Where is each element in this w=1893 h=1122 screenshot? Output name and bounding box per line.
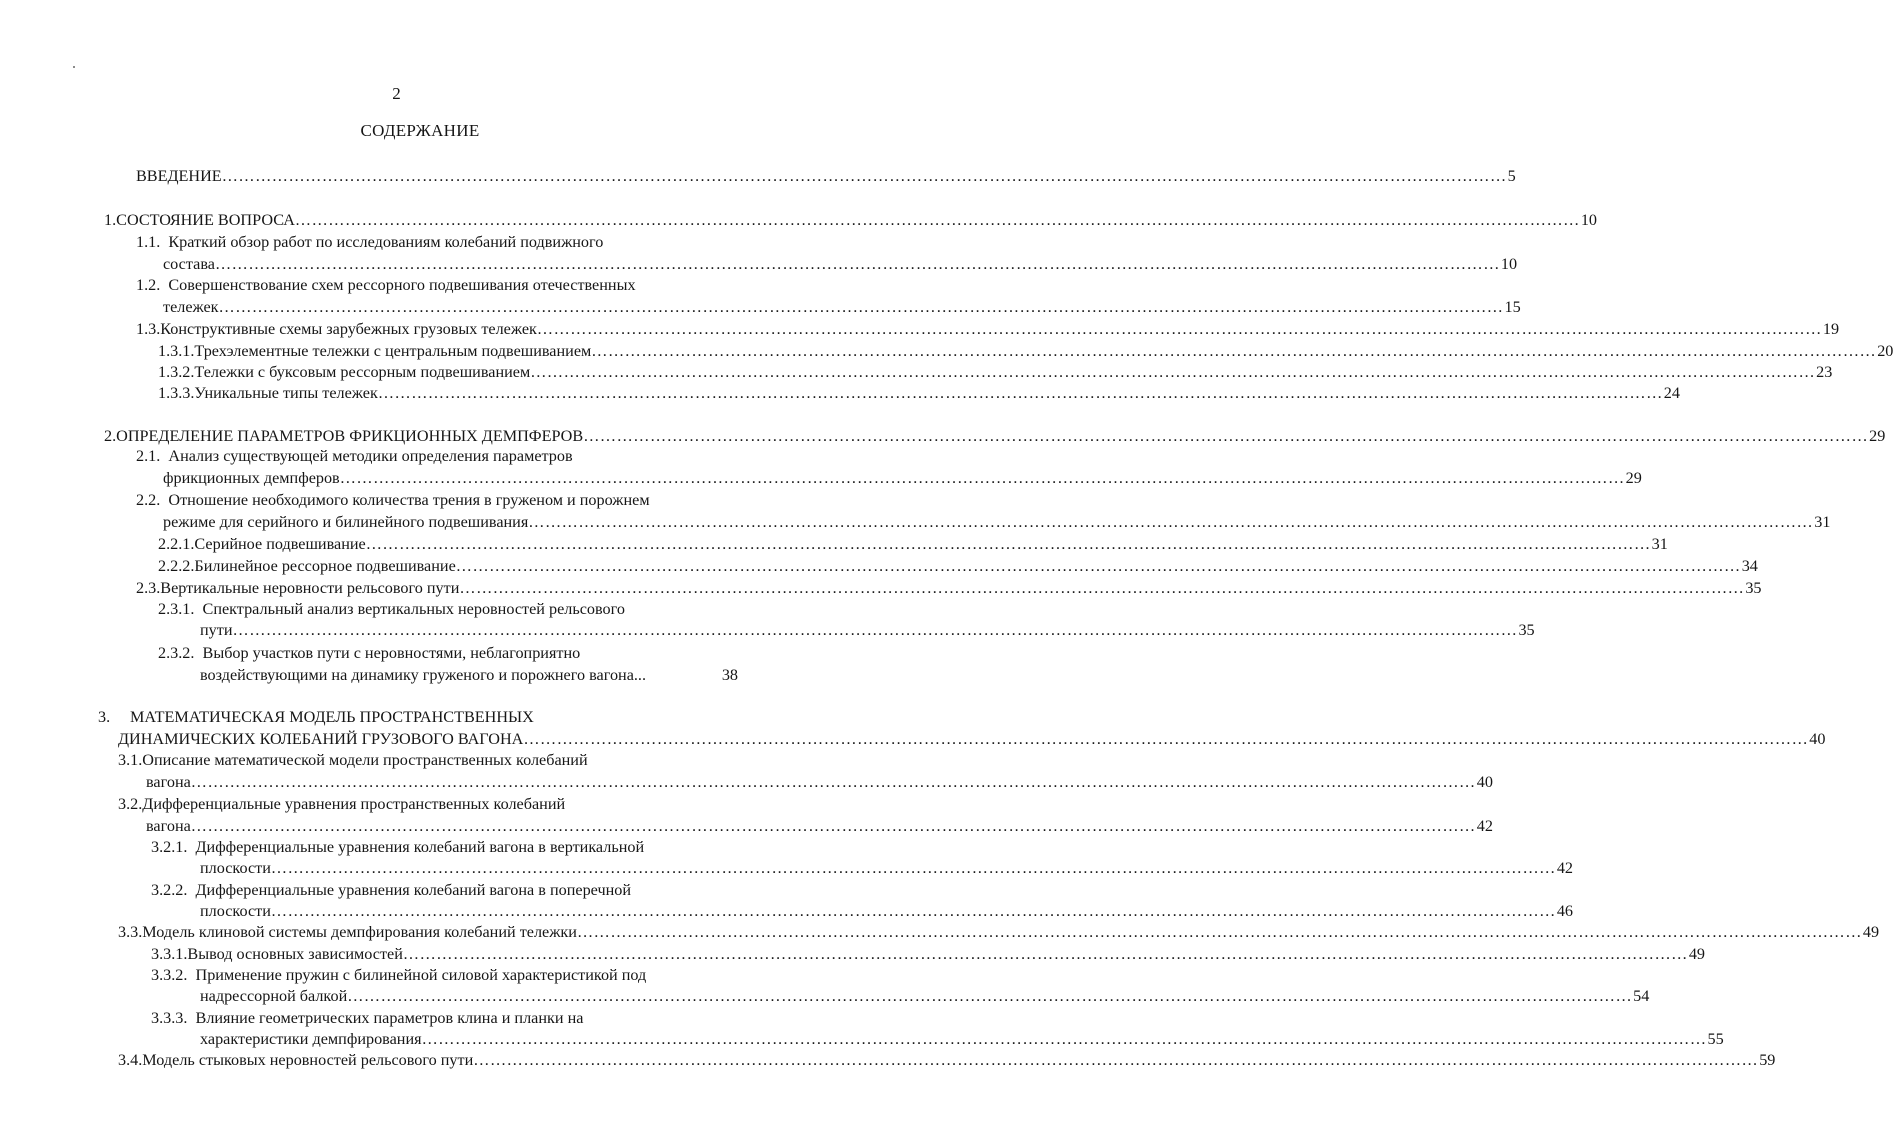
toc-entry-3-3-2-cont[interactable] (200, 985, 1650, 1007)
toc-page-number: 31 (1814, 513, 1831, 531)
toc-page-number: 24 (1663, 384, 1680, 402)
toc-page-number: 40 (1476, 773, 1493, 791)
leader-dots (378, 382, 1663, 404)
toc-entry-3-4[interactable] (118, 1049, 1776, 1071)
toc-entry-number: 1.3.1. (158, 342, 195, 360)
leader-dots (403, 943, 1688, 965)
toc-entry-1-2-cont[interactable] (163, 296, 1521, 318)
toc-entry-number: 2.1. (136, 447, 161, 465)
toc-page-number: 59 (1759, 1051, 1776, 1069)
toc-entry-3-1[interactable] (118, 749, 588, 771)
leader-dots (583, 425, 1868, 447)
toc-entry-2-2-2[interactable] (158, 555, 1758, 577)
toc-entry-number: 3. (98, 708, 111, 726)
toc-entry-text: Уникальные типы тележек (194, 384, 378, 402)
toc-entry-text: Трехэлементные тележки с центральным подвешиванием (194, 342, 592, 360)
toc-entry-number: 2.2.2. (158, 557, 195, 575)
leader-dots (456, 555, 1741, 577)
toc-entry-text: ОПРЕДЕЛЕНИЕ ПАРАМЕТРОВ ФРИКЦИОННЫХ ДЕМПФЕРОВ (116, 427, 584, 445)
toc-entry-3-3-1[interactable] (151, 943, 1706, 965)
toc-entry-number: 3.3.2. (151, 966, 188, 984)
toc-entry-text: Описание математической модели пространственных колебаний (142, 751, 588, 769)
toc-entry-text: Конструктивные схемы зарубежных грузовых тележек (160, 320, 537, 338)
toc-entry-text-cont: состава (163, 255, 215, 273)
toc-entry-text: Краткий обзор работ по исследованиям колебаний подвижного (168, 233, 604, 251)
toc-entry-text-cont: вагона (146, 817, 191, 835)
leader-dots (591, 340, 1876, 362)
toc-entry-2-2-1[interactable] (158, 533, 1668, 555)
toc-entry-number: 3.3.3. (151, 1009, 188, 1027)
toc-entry-text: Спектральный анализ вертикальных неровностей рельсового (202, 600, 625, 618)
toc-page-number: 49 (1862, 923, 1880, 941)
toc-page-number: 31 (1651, 535, 1668, 553)
toc-entry-3-2-2-cont[interactable] (200, 900, 1574, 922)
leader-dots (537, 318, 1822, 340)
toc-entry-number: 3.3.1. (151, 945, 188, 963)
leader-dots (473, 1049, 1758, 1071)
toc-entry-section-2[interactable] (104, 425, 1886, 447)
leader-dots (577, 921, 1862, 943)
toc-entry-text: Анализ существующей методики определения параметров (168, 447, 573, 465)
toc-entry-text-cont: плоскости (200, 902, 271, 920)
toc-page-number: 10 (1580, 211, 1598, 229)
toc-entry-3-3[interactable] (118, 921, 1880, 943)
toc-entry-3-1-cont[interactable] (146, 771, 1493, 793)
toc-entry-text: Дифференциальные уравнения пространственных колебаний (142, 795, 566, 813)
toc-entry-number: 2.3. (136, 579, 161, 597)
toc-entry-text: Влияние геометрических параметров клина и планки на (195, 1009, 584, 1027)
toc-entry-number: 2.3.1. (158, 600, 195, 618)
leader-dots (233, 619, 1518, 641)
toc-entry-text: Билинейное рессорное подвешивание (194, 557, 456, 575)
toc-entry-text: СОСТОЯНИЕ ВОПРОСА (116, 211, 295, 229)
toc-entry-2-3-2[interactable] (158, 642, 580, 664)
toc-page-number: 20 (1877, 342, 1893, 360)
toc-entry-3-2[interactable] (118, 793, 565, 815)
toc-entry-text: Дифференциальные уравнения колебаний вагона в поперечной (195, 881, 632, 899)
page-number: 2 (392, 84, 401, 103)
toc-entry-number: 3.3. (118, 923, 143, 941)
leader-dots (523, 728, 1808, 750)
toc-entry-text: Вертикальные неровности рельсового пути (160, 579, 460, 597)
toc-entry-section-1[interactable] (104, 209, 1598, 231)
toc-entry-3-3-2[interactable] (151, 964, 646, 986)
toc-entry-3-2-cont[interactable] (146, 815, 1493, 837)
toc-entry-text-cont: тележек (163, 298, 219, 316)
toc-entry-number: 1. (104, 211, 117, 229)
toc-entry-2-3-1-cont[interactable] (200, 619, 1535, 641)
toc-page-number: 54 (1633, 987, 1650, 1005)
toc-page-number: 42 (1476, 817, 1493, 835)
toc-entry-1-3-1[interactable] (158, 340, 1893, 362)
toc-entry-text: Модель стыковых неровностей рельсового пути (142, 1051, 474, 1069)
toc-page-number: 49 (1688, 945, 1706, 963)
leader-dots (340, 467, 1625, 489)
toc-entry-text-cont: вагона (146, 773, 191, 791)
leader-dots (366, 533, 1651, 555)
toc-entry-3-3-3[interactable] (151, 1007, 583, 1029)
toc-entry-text-cont: режиме для серийного и билинейного подвешивания (163, 513, 529, 531)
toc-entry-number: 3.2.2. (151, 881, 188, 899)
toc-entry-number: 3.2. (118, 795, 143, 813)
toc-entry-text: Совершенствование схем рессорного подвешивания отечественных (168, 276, 636, 294)
toc-entry-number: 3.4. (118, 1051, 143, 1069)
toc-entry-1-3-2[interactable] (158, 361, 1833, 383)
leader-dots (459, 577, 1744, 599)
toc-page-number: 55 (1707, 1030, 1724, 1048)
toc-entry-text: Дифференциальные уравнения колебаний вагона в вертикальной (195, 838, 645, 856)
toc-entry-text: Применение пружин с билинейной силовой характеристикой под (195, 966, 647, 984)
toc-entry-3-3-3-cont[interactable] (200, 1028, 1724, 1050)
toc-page-number: 38 (721, 666, 738, 684)
toc-entry-number: 3.1. (118, 751, 143, 769)
toc-page-number: 29 (1869, 427, 1886, 445)
toc-entry-2-3-2-cont[interactable] (200, 664, 738, 686)
toc-page-number: 19 (1822, 320, 1840, 338)
toc-entry-number: 1.3. (136, 320, 161, 338)
toc-entry-2-2-cont[interactable] (163, 511, 1831, 533)
toc-entry-text-cont: надрессорной балкой (200, 987, 348, 1005)
toc-entry-2-2[interactable] (136, 489, 650, 511)
toc-entry-text: Выбор участков пути с неровностями, неблагоприятно (202, 644, 581, 662)
leader-dots (528, 511, 1813, 533)
toc-entry-text: Серийное подвешивание (194, 535, 366, 553)
leader-dots (219, 296, 1504, 318)
toc-entry-2-3[interactable] (136, 577, 1762, 599)
toc-page-number: 35 (1745, 579, 1762, 597)
toc-entry-number: 1.1. (136, 233, 161, 251)
toc-entry-3-2-1-cont[interactable] (200, 857, 1574, 879)
leader-dots (191, 815, 1476, 837)
toc-page-number: 42 (1556, 859, 1574, 877)
toc-page-number: 29 (1625, 469, 1642, 487)
toc-entry-1-1-cont[interactable] (163, 253, 1518, 275)
toc-entry-number: 1.2. (136, 276, 161, 294)
toc-entry-text: Модель клиновой системы демпфирования колебаний тележки (142, 923, 577, 941)
toc-entry-text: МАТЕМАТИЧЕСКАЯ МОДЕЛЬ ПРОСТРАНСТВЕННЫХ (130, 708, 534, 726)
toc-entry-section-3-cont[interactable] (118, 728, 1826, 750)
toc-page-number: 15 (1504, 298, 1521, 316)
toc-entry-2-1-cont[interactable] (163, 467, 1642, 489)
leader-dots (271, 900, 1556, 922)
toc-entry-3-2-1[interactable] (151, 836, 644, 858)
scan-speck (73, 66, 75, 68)
leader-dots (422, 1028, 1707, 1050)
leader-dots (347, 985, 1632, 1007)
toc-page-number: 34 (1741, 557, 1758, 575)
leader-dots (530, 361, 1815, 383)
toc-entry-3-2-2[interactable] (151, 879, 631, 901)
toc-entry-text-cont: пути (200, 621, 233, 639)
toc-entry-2-1[interactable] (136, 445, 573, 467)
toc-entry-text: Вывод основных зависимостей (187, 945, 403, 963)
toc-entry-1-1[interactable] (136, 231, 603, 253)
toc-page-number: 10 (1500, 255, 1518, 273)
leader-dots (271, 857, 1556, 879)
leader-dots (191, 771, 1476, 793)
leader-dots (215, 253, 1500, 275)
toc-entry-text: ВВЕДЕНИЕ (136, 167, 222, 185)
toc-page-number: 46 (1556, 902, 1574, 920)
toc-entry-1-3[interactable] (136, 318, 1840, 340)
toc-page-number: 5 (1507, 167, 1516, 185)
toc-entry-number: 2.2. (136, 491, 161, 509)
toc-entry-2-3-1[interactable] (158, 598, 625, 620)
toc-entry-text-cont: фрикционных демпферов (163, 469, 340, 487)
toc-entry-number: 1.3.2. (158, 363, 195, 381)
leader-dots (222, 165, 1507, 187)
leader-dots (295, 209, 1580, 231)
toc-entry-number: 1.3.3. (158, 384, 195, 402)
toc-page-number: 35 (1518, 621, 1535, 639)
page-title: СОДЕРЖАНИЕ (360, 121, 480, 140)
toc-entry-1-3-3[interactable] (158, 382, 1680, 404)
toc-page-number: 40 (1809, 730, 1826, 748)
toc-entry-text: Тележки с буксовым рессорным подвешиванием (194, 363, 531, 381)
toc-entry-number: 2.3.2. (158, 644, 195, 662)
toc-page-number: 23 (1816, 363, 1833, 381)
toc-entry-text-cont: характеристики демпфирования (200, 1030, 422, 1048)
toc-entry-text-cont: ДИНАМИЧЕСКИХ КОЛЕБАНИЙ ГРУЗОВОГО ВАГОНА (118, 730, 524, 748)
toc-entry-section-3[interactable] (98, 706, 534, 728)
toc-entry-intro[interactable] (136, 165, 1516, 187)
toc-entry-text-cont: плоскости (200, 859, 271, 877)
toc-entry-1-2[interactable] (136, 274, 636, 296)
toc-entry-number: 2. (104, 427, 117, 445)
toc-entry-number: 2.2.1. (158, 535, 195, 553)
toc-entry-text: Отношение необходимого количества трения в груженом и порожнем (168, 491, 650, 509)
toc-entry-text-cont: воздействующими на динамику груженого и порожнего вагона... (200, 666, 647, 684)
toc-entry-number: 3.2.1. (151, 838, 188, 856)
